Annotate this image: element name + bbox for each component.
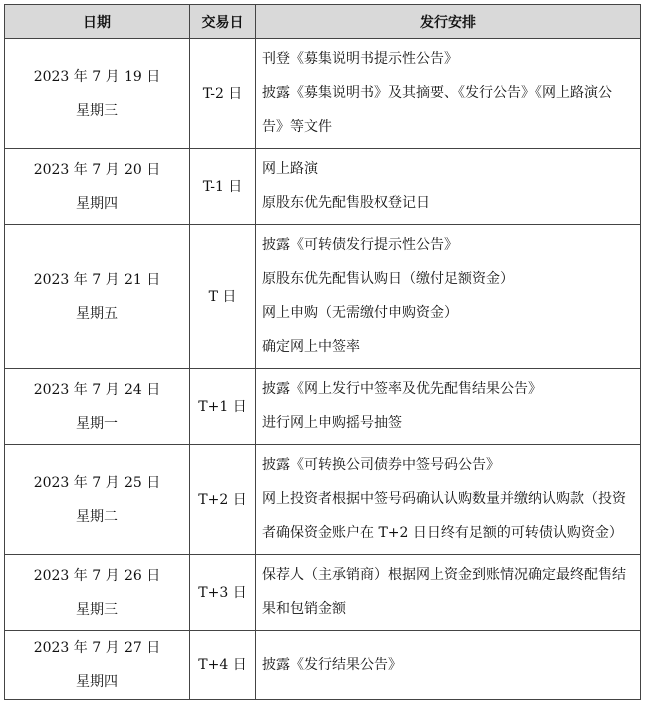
date-text: 2023 年 7 月 26 日 — [33, 567, 161, 584]
header-date: 日期 — [5, 5, 190, 39]
date-cell — [5, 39, 190, 149]
plan-cell — [256, 631, 641, 700]
table-row — [5, 39, 641, 149]
plan-item: 刊登《募集说明书提示性公告》 — [262, 51, 458, 67]
header-trading-day: 交易日 — [190, 5, 256, 39]
plan-cell — [256, 39, 641, 149]
plan-cell — [256, 225, 641, 369]
issuance-schedule-table — [4, 4, 641, 700]
weekday-text: 星期一 — [76, 415, 118, 432]
weekday-text: 星期四 — [76, 674, 118, 690]
plan-item: 进行网上申购摇号抽签 — [262, 415, 402, 431]
table-row — [5, 225, 641, 369]
plan-item: 披露《募集说明书》及其摘要、《发行公告》《网上路演公告》等文件 — [262, 85, 612, 135]
plan-cell — [256, 555, 641, 631]
plan-item: 原股东优先配售认购日（缴付足额资金） — [262, 271, 514, 287]
trading-day-cell: T 日 — [190, 225, 256, 369]
weekday-text: 星期三 — [76, 102, 118, 119]
plan-item: 披露《可转债发行提示性公告》 — [262, 237, 458, 253]
plan-item: 原股东优先配售股权登记日 — [262, 195, 430, 211]
weekday-text: 星期二 — [76, 508, 118, 525]
date-cell — [5, 149, 190, 225]
date-text: 2023 年 7 月 27 日 — [33, 640, 161, 656]
plan-item: 保荐人（主承销商）根据网上资金到账情况确定最终配售结果和包销金额 — [262, 567, 626, 617]
plan-item: 披露《可转换公司债券中签号码公告》 — [262, 457, 500, 473]
date-cell — [5, 225, 190, 369]
date-text: 2023 年 7 月 21 日 — [33, 271, 161, 288]
trading-day-cell: T+1 日 — [190, 369, 256, 445]
date-cell — [5, 555, 190, 631]
table-row — [5, 149, 641, 225]
trading-day-cell: T-2 日 — [190, 39, 256, 149]
date-text: 2023 年 7 月 19 日 — [33, 68, 161, 85]
trading-day-cell: T+4 日 — [190, 631, 256, 700]
weekday-text: 星期四 — [76, 195, 118, 212]
date-text: 2023 年 7 月 25 日 — [33, 474, 161, 491]
date-text: 2023 年 7 月 24 日 — [33, 381, 161, 398]
table-row — [5, 555, 641, 631]
table-row — [5, 369, 641, 445]
plan-item: 网上投资者根据中签号码确认认购数量并缴纳认购款（投资者确保资金账户在 T+2 日日终有足额的可转债认购资金） — [262, 491, 626, 541]
date-cell — [5, 631, 190, 700]
weekday-text: 星期五 — [76, 305, 118, 322]
table-row — [5, 445, 641, 555]
weekday-text: 星期三 — [76, 601, 118, 618]
date-text: 2023 年 7 月 20 日 — [33, 161, 161, 178]
trading-day-cell: T+2 日 — [190, 445, 256, 555]
plan-cell — [256, 149, 641, 225]
trading-day-cell: T-1 日 — [190, 149, 256, 225]
trading-day-cell: T+3 日 — [190, 555, 256, 631]
date-cell — [5, 369, 190, 445]
header-row — [5, 5, 641, 39]
date-cell — [5, 445, 190, 555]
plan-item: 网上路演 — [262, 161, 318, 177]
plan-cell — [256, 445, 641, 555]
plan-item: 网上申购（无需缴付申购资金） — [262, 305, 458, 321]
plan-cell — [256, 369, 641, 445]
plan-item: 披露《发行结果公告》 — [262, 656, 402, 673]
plan-item: 披露《网上发行中签率及优先配售结果公告》 — [262, 381, 542, 397]
plan-item: 确定网上中签率 — [262, 339, 360, 355]
header-plan: 发行安排 — [256, 5, 641, 39]
table-row — [5, 631, 641, 700]
